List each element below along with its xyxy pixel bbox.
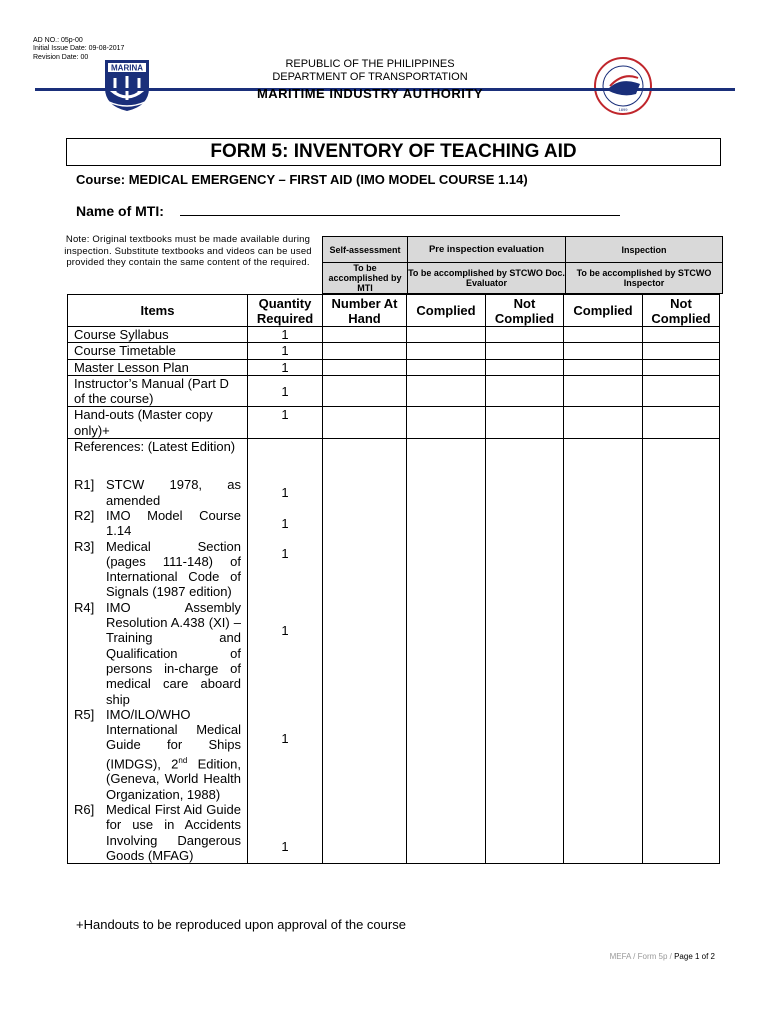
qty-cell: 1 [248,407,323,439]
qty-r5: 1 [281,731,289,747]
dotr-seal [590,56,656,116]
marina-logo-text: MARINA [111,63,143,73]
not-complied-input[interactable] [486,343,564,359]
item-cell: Hand-outs (Master copy only)+ [68,407,248,439]
col-not-complied: Not Complied [486,295,564,327]
marina-logo [101,58,153,112]
reference-item [74,600,241,707]
course-line: Course: MEDICAL EMERGENCY – FIRST AID (IMO MODEL COURSE 1.14) [76,172,528,187]
complied-input[interactable] [407,359,486,375]
not-complied-inspection-input[interactable] [643,407,720,439]
mti-name-field[interactable] [180,215,620,216]
references-qty-cell [248,439,323,864]
item-cell: Instructor’s Manual (Part D of the course) [68,375,248,407]
reference-item [74,508,241,539]
complied-inspection-input[interactable] [564,439,643,864]
reference-id: R6] [74,801,95,817]
self-assessment-header: Self-assessment [323,237,408,263]
reference-id: R4] [74,599,95,615]
page-footer [560,952,715,961]
inspection-header: Inspection [566,237,723,263]
table-row [68,359,720,375]
col-complied: Complied [407,295,486,327]
seal-year: 1899 [618,107,628,112]
reference-id: R3] [74,538,95,554]
qty-cell: 1 [248,327,323,343]
not-complied-input[interactable] [486,439,564,864]
number-at-hand-input[interactable] [323,375,407,407]
qty-r6: 1 [281,839,289,855]
reference-text-a: IMO/ILO/WHO International Medical Guide for Ships (IMDGS), 2 [106,706,241,772]
reference-item [74,539,241,600]
header-title [200,58,540,84]
item-cell: Course Timetable [68,343,248,359]
not-complied-inspection-input[interactable] [643,375,720,407]
references-row [68,439,720,864]
col-quantity: Quantity Required [248,295,323,327]
complied-input[interactable] [407,343,486,359]
references-cell [68,439,248,864]
not-complied-input[interactable] [486,327,564,343]
complied-inspection-input[interactable] [564,327,643,343]
reference-text: IMO Model Course 1.14 [106,507,241,539]
not-complied-inspection-input[interactable] [643,343,720,359]
item-cell: Course Syllabus [68,327,248,343]
complied-inspection-input[interactable] [564,343,643,359]
reference-text: IMO Assembly Resolution A.438 (XI) – Training and Qualification of persons in-charge of medical care aboard ship [106,599,241,707]
department-line: DEPARTMENT OF TRANSPORTATION [272,71,468,83]
not-complied-inspection-input[interactable] [643,439,720,864]
initial-issue-date: Initial Issue Date: 09-08-2017 [33,45,125,52]
pre-inspection-header: Pre inspection evaluation [408,237,566,263]
reference-id: R2] [74,507,95,523]
not-complied-inspection-input[interactable] [643,359,720,375]
not-complied-input[interactable] [486,375,564,407]
reference-item [74,802,241,863]
reference-text-b: Edition, (Geneva, World Health Organization, 1988) [106,756,241,802]
complied-input[interactable] [407,439,486,864]
col-not-complied-inspection: Not Complied [643,295,720,327]
qty-r4: 1 [281,623,289,639]
reference-item [74,707,241,802]
reference-text [106,707,241,802]
revision-date: Revision Date: 00 [33,54,89,61]
number-at-hand-input[interactable] [323,327,407,343]
qty-cell: 1 [248,375,323,407]
inspection-subheader: To be accomplished by STCWO Inspector [566,263,723,294]
col-number-at-hand: Number At Hand [323,295,407,327]
number-at-hand-input[interactable] [323,343,407,359]
qty-cell: 1 [248,343,323,359]
complied-inspection-input[interactable] [564,375,643,407]
agency-name: MARITIME INDUSTRY AUTHORITY [256,86,484,101]
complied-input[interactable] [407,407,486,439]
references-heading: References: (Latest Edition) [74,439,236,455]
complied-inspection-input[interactable] [564,359,643,375]
qty-r1: 1 [281,485,289,501]
note-text: Note: Original textbooks must be made available during inspection. Substitute textbooks and videos can be used provided they contain the same content of the required. [64,234,312,268]
number-at-hand-input[interactable] [323,407,407,439]
col-complied-inspection: Complied [564,295,643,327]
number-at-hand-input[interactable] [323,359,407,375]
table-row [68,343,720,359]
inventory-table [67,294,720,864]
footnote: +Handouts to be reproduced upon approval of the course [76,917,406,932]
complied-inspection-input[interactable] [564,407,643,439]
item-cell: Master Lesson Plan [68,359,248,375]
not-complied-input[interactable] [486,407,564,439]
mti-label: Name of MTI: [76,203,164,219]
reference-id: R1] [74,477,95,493]
qty-r3: 1 [281,546,289,562]
ad-number: AD NO.: 05p-00 [33,37,83,44]
table-row [68,327,720,343]
form-title: FORM 5: INVENTORY OF TEACHING AID [66,138,721,166]
complied-input[interactable] [407,327,486,343]
col-items: Items [68,295,248,327]
republic-line: REPUBLIC OF THE PHILIPPINES [285,58,455,70]
complied-input[interactable] [407,375,486,407]
qty-r2: 1 [281,516,289,532]
self-assessment-subheader: To be accomplished by MTI [323,263,408,294]
reference-text: Medical Section (pages 111-148) of International Code of Signals (1987 edition) [106,538,241,600]
ordinal-suffix: nd [178,755,188,765]
number-at-hand-input[interactable] [323,439,407,864]
reference-text: STCW 1978, as amended [106,477,241,508]
not-complied-input[interactable] [486,359,564,375]
evaluation-header-table [322,236,723,294]
reference-id: R5] [74,706,95,722]
qty-cell: 1 [248,359,323,375]
pre-inspection-subheader: To be accomplished by STCWO Doc. Evaluator [408,263,566,294]
table-row [68,375,720,407]
reference-text: Medical First Aid Guide for use in Accidents Involving Dangerous Goods (MFAG) [106,801,241,863]
page-number: Page 1 of 2 [674,952,715,961]
not-complied-inspection-input[interactable] [643,327,720,343]
table-row [68,407,720,439]
reference-item [74,477,241,508]
form-code: MEFA / Form 5p / [609,952,672,961]
